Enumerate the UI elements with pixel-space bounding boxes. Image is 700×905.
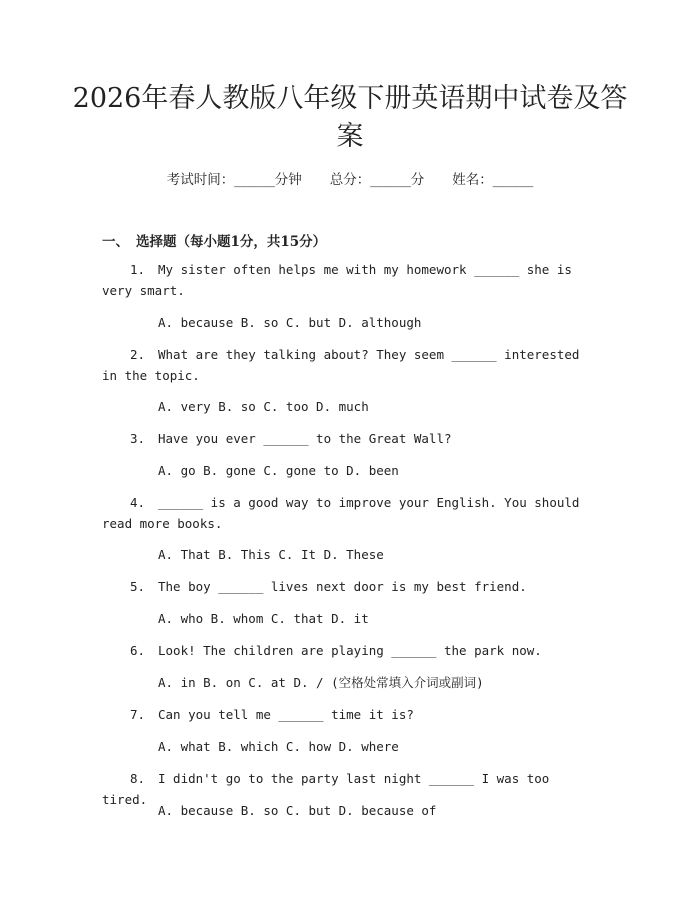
section-heading xyxy=(102,230,326,250)
page-title: 2026年春人教版八年级下册英语期中试卷及答案 xyxy=(72,83,628,152)
question-2-options: A. very B. so C. too D. much xyxy=(158,399,369,414)
question-text: The boy ______ lives next door is my best friend. xyxy=(158,579,527,594)
question-1-options: A. because B. so C. but D. although xyxy=(158,315,422,330)
question-6 xyxy=(102,640,592,661)
question-number: 4. xyxy=(130,495,146,510)
question-number: 8. xyxy=(130,771,146,786)
question-text: ______ is a good way to improve your English. You should read more books. xyxy=(102,495,580,531)
question-text: What are they talking about? They seem ______ interested in the topic. xyxy=(102,347,580,383)
question-3-options: A. go B. gone C. gone to D. been xyxy=(158,463,399,478)
section-title: 选择题（每小题1分，共15分） xyxy=(136,234,327,250)
question-7 xyxy=(102,704,592,725)
question-4-options: A. That B. This C. It D. These xyxy=(158,547,384,562)
question-number: 2. xyxy=(130,347,146,362)
student-name-label: 姓名：______ xyxy=(452,172,534,188)
question-number: 6. xyxy=(130,643,146,658)
question-4 xyxy=(102,492,592,534)
question-8-options: A. because B. so C. but D. because of xyxy=(158,803,437,818)
question-text: Have you ever ______ to the Great Wall? xyxy=(158,431,452,446)
question-7-options: A. what B. which C. how D. where xyxy=(158,739,399,754)
question-text: Look! The children are playing ______ the park now. xyxy=(158,643,542,658)
question-number: 5. xyxy=(130,579,146,594)
exam-time-label: 考试时间：______分钟 xyxy=(166,172,302,188)
question-text: I didn't go to the party last night ______ I was too tired. xyxy=(102,771,550,807)
question-3 xyxy=(102,428,592,449)
question-2 xyxy=(102,344,592,386)
question-5 xyxy=(102,576,592,597)
exam-meta xyxy=(0,168,700,188)
question-5-options: A. who B. whom C. that D. it xyxy=(158,611,369,626)
question-6-options: A. in B. on C. at D. / (空格处常填入介词或副词) xyxy=(158,675,484,690)
question-number: 7. xyxy=(130,707,146,722)
section-number: 一、 xyxy=(102,234,129,250)
question-1 xyxy=(102,259,592,301)
question-number: 3. xyxy=(130,431,146,446)
question-text: My sister often helps me with my homework ______ she is very smart. xyxy=(102,262,572,298)
question-text: Can you tell me ______ time it is? xyxy=(158,707,414,722)
total-score-label: 总分：______分 xyxy=(329,172,425,188)
question-number: 1. xyxy=(130,262,146,277)
